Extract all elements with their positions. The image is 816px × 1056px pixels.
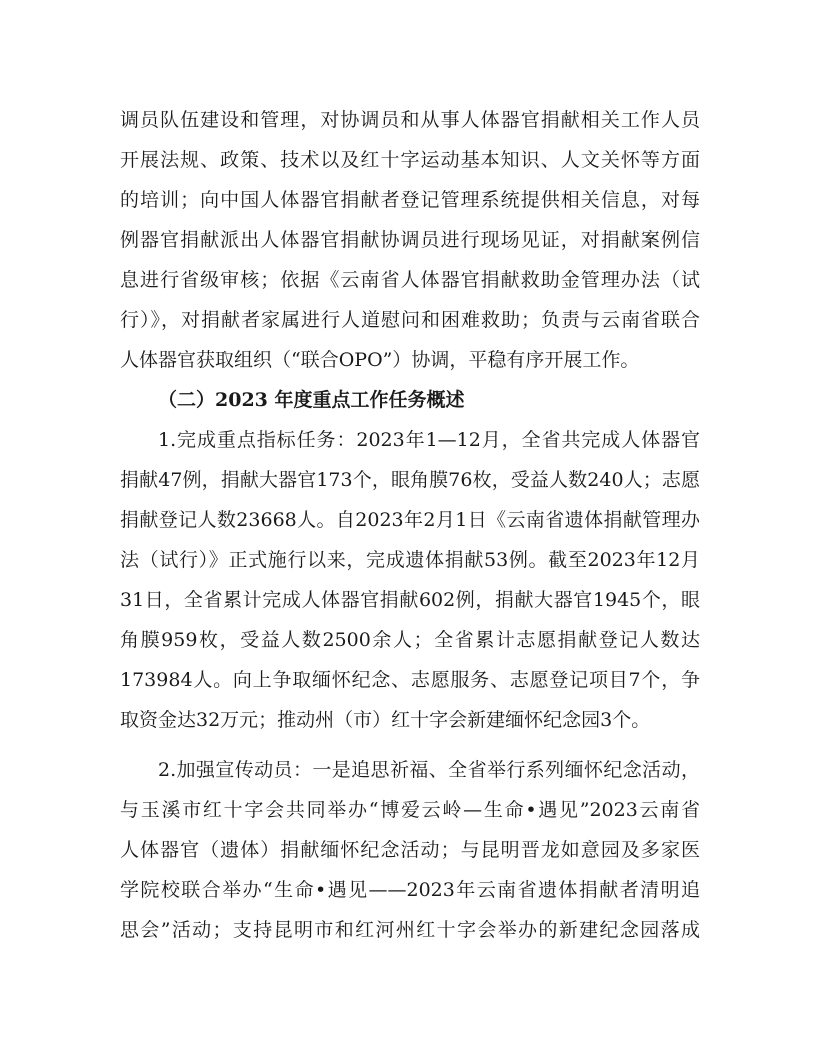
text-line: 捐献登记人数23668人。自2023年2月1日《云南省遗体捐献管理办 <box>120 509 700 531</box>
text-line: 学院校联合举办“生命•遇见——2023年云南省遗体捐献者清明追 <box>120 879 700 901</box>
paragraph-1 <box>120 100 700 380</box>
text-line: 捐献47例，捐献大器官173个，眼角膜76枚，受益人数240人；志愿 <box>120 469 700 491</box>
paragraph-2 <box>120 420 700 740</box>
document-page <box>120 100 700 950</box>
text-line: 行）》，对捐献者家属进行人道慰问和困难救助；负责与云南省联合 <box>120 309 700 331</box>
text-line: 的培训；向中国人体器官捐献者登记管理系统提供相关信息，对每 <box>120 189 700 211</box>
text-line: 息进行省级审核；依据《云南省人体器官捐献救助金管理办法（试 <box>120 269 700 291</box>
text-line: 角膜959枚，受益人数2500余人；全省累计志愿捐献登记人数达 <box>120 629 700 651</box>
text-line: 例器官捐献派出人体器官捐献协调员进行现场见证，对捐献案例信 <box>120 229 700 251</box>
text-line: 调员队伍建设和管理，对协调员和从事人体器官捐献相关工作人员 <box>120 109 700 131</box>
text-line: 31日，全省累计完成人体器官捐献602例，捐献大器官1945个，眼 <box>120 589 700 611</box>
text-line: 人体器官获取组织（“联合OPO”）协调，平稳有序开展工作。 <box>120 349 640 371</box>
text-line: 人体器官（遗体）捐献缅怀纪念活动；与昆明晋龙如意园及多家医 <box>120 839 700 861</box>
text-line: 法（试行）》正式施行以来，完成遗体捐献53例。截至2023年12月 <box>120 549 700 571</box>
text-line: 思会”活动；支持昆明市和红河州红十字会举办的新建纪念园落成 <box>120 919 700 941</box>
text-line: 开展法规、政策、技术以及红十字运动基本知识、人文关怀等方面 <box>120 149 700 171</box>
text-line: 取资金达32万元；推动州（市）红十字会新建缅怀纪念园3个。 <box>120 709 651 731</box>
section-heading: （二）2023 年度重点工作任务概述 <box>158 389 465 411</box>
text-line: 2.加强宣传动员：一是追思祈福、全省举行系列缅怀纪念活动， <box>158 759 700 781</box>
text-line: 与玉溪市红十字会共同举办“博爱云岭—生命•遇见”2023云南省 <box>120 799 700 821</box>
text-line: 1.完成重点指标任务：2023年1—12月，全省共完成人体器官 <box>158 429 700 451</box>
paragraph-3 <box>120 750 700 950</box>
text-line: 173984人。向上争取缅怀纪念、志愿服务、志愿登记项目7个，争 <box>120 669 700 691</box>
paragraph-spacer <box>120 740 700 750</box>
